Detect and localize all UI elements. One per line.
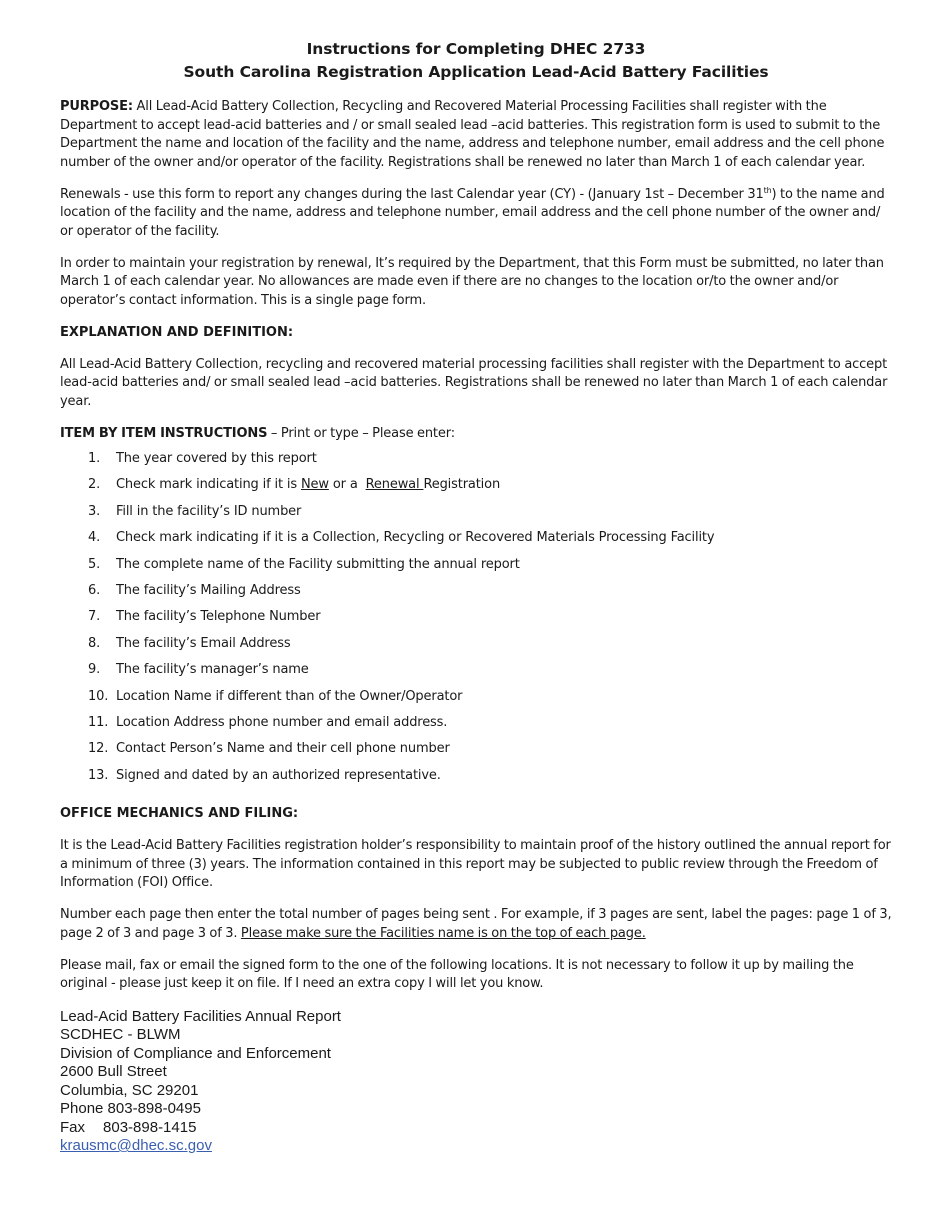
list-item <box>60 635 892 661</box>
purpose-text: All Lead-Acid Battery Collection, Recycling and Recovered Material Processing Facilities shall register with the Department to accept lead-acid batteries and / or small sealed lead –acid batteries. This registration form is used to submit to the Department the name and location of the facility and the name, address and telephone number, email address and the cell phone number of the owner and/or operator of the facility. Registrations shall be renewed no later than March 1 of each calendar year. <box>60 99 885 170</box>
renewal-underlined: Renewal <box>365 477 424 493</box>
list-item-text: Contact Person’s Name and their cell phone number <box>116 741 450 757</box>
item-instructions-intro <box>60 425 892 444</box>
email-link[interactable]: krausmc@dhec.sc.gov <box>60 1137 212 1155</box>
list-item-text: Location Address phone number and email address. <box>116 714 448 730</box>
list-item <box>60 556 892 582</box>
list-item-text: Location Name if different than of the Owner/Operator <box>116 688 463 704</box>
explanation-heading: EXPLANATION AND DEFINITION: <box>60 324 294 340</box>
title-line-1: Instructions for Completing DHEC 2733 <box>306 40 646 58</box>
facilities-name-note: Please make sure the Facilities name is on the top of each page. <box>240 925 646 941</box>
list-item-number: 10. <box>88 688 109 704</box>
list-item-number: 1. <box>88 451 101 466</box>
list-item-text: The facility’s Email Address <box>116 635 291 651</box>
list-item-number: 2. <box>88 477 101 493</box>
instructions-list <box>60 450 892 793</box>
address-line-1: Lead-Acid Battery Facilities Annual Report <box>60 1007 341 1025</box>
list-item <box>60 503 892 529</box>
renewals-text-2: ) to the name and location of the facility and the name, address and telephone number, email address and the cell phone number of the owner and/ or operator of the facility. <box>60 186 885 239</box>
list-item-number: 11. <box>88 714 109 730</box>
phone-line: Phone 803-898-0495 <box>60 1100 201 1118</box>
purpose-label: PURPOSE: <box>60 99 133 114</box>
item-instructions-label: ITEM BY ITEM INSTRUCTIONS <box>60 425 268 441</box>
document-page <box>60 38 892 1156</box>
office-paragraph-3: Please mail, fax or email the signed form to the one of the following locations. It is not necessary to follow it up by mailing the original - please just keep it on file. If I need an extra copy I will let you know. <box>60 957 854 992</box>
list-item <box>60 688 892 714</box>
explanation-paragraph: All Lead-Acid Battery Collection, recycling and recovered material processing facilities shall register with the Department to accept lead-acid batteries and/ or small sealed lead –acid batteries. Registrations shall be renewed no later than March 1 of each calendar year. <box>60 356 888 409</box>
address-line-2: SCDHEC - BLWM <box>60 1026 181 1044</box>
list-item <box>60 476 892 502</box>
list-item <box>60 608 892 634</box>
renewals-paragraph <box>60 186 892 242</box>
item-instructions-text: – Print or type – Please enter: <box>267 425 455 441</box>
list-item-number: 3. <box>88 503 101 519</box>
list-item <box>60 767 892 793</box>
list-item <box>60 740 892 766</box>
list-item-text-post: Registration <box>423 477 501 493</box>
list-item-text: The year covered by this report <box>116 451 317 466</box>
renewals-text-1: Renewals - use this form to report any changes during the last Calendar year (CY) - (January 1st – December 31 <box>60 186 764 202</box>
list-item-text: Fill in the facility’s ID number <box>116 503 302 519</box>
list-item-text <box>116 476 500 502</box>
list-item-number: 7. <box>88 609 101 625</box>
list-item-text: The facility’s manager’s name <box>116 662 309 678</box>
list-item-text: Signed and dated by an authorized representative. <box>116 767 441 783</box>
list-item <box>60 529 892 555</box>
address-line-3: Division of Compliance and Enforcement <box>60 1044 331 1062</box>
fax-line <box>60 1119 892 1138</box>
list-item <box>60 582 892 608</box>
list-item-number: 8. <box>88 635 101 651</box>
list-item-number: 9. <box>88 662 101 678</box>
list-item <box>60 661 892 687</box>
mailing-address-block <box>60 1008 892 1156</box>
list-item-text-pre: Check mark indicating if it is <box>116 477 301 493</box>
list-item-number: 12. <box>88 741 109 757</box>
list-item-text: Check mark indicating if it is a Collection, Recycling or Recovered Materials Processing Facility <box>116 530 715 546</box>
renewals-superscript: th <box>763 185 772 195</box>
list-item-number: 13. <box>88 767 109 783</box>
office-paragraph-1: It is the Lead-Acid Battery Facilities registration holder’s responsibility to maintain proof of the history outlined the annual report for a minimum of three (3) years. The information contained in this report may be subjected to public review through the Freedom of Information (FOI) Office. <box>60 838 891 891</box>
title-line-2: South Carolina Registration Application Lead-Acid Battery Facilities <box>183 63 769 81</box>
address-line-5: Columbia, SC 29201 <box>60 1081 199 1099</box>
list-item-number: 6. <box>88 582 101 598</box>
list-item <box>60 714 892 740</box>
maintain-paragraph: In order to maintain your registration by renewal, It’s required by the Department, that this Form must be submitted, no later than March 1 of each calendar year. No allowances are made even if there are no changes to the location or/to the owner and/or operator’s contact information. This is a single page form. <box>60 255 884 308</box>
purpose-paragraph <box>60 98 892 172</box>
list-item-number: 5. <box>88 556 101 572</box>
list-item-text: The complete name of the Facility submitting the annual report <box>116 556 520 572</box>
list-item-number: 4. <box>88 530 101 546</box>
list-item-text: The facility’s Mailing Address <box>116 582 301 598</box>
fax-number: 803-898-1415 <box>103 1118 197 1136</box>
list-item-text-mid: or a <box>328 477 366 493</box>
fax-label: Fax <box>60 1118 86 1136</box>
list-item <box>60 450 892 476</box>
office-heading: OFFICE MECHANICS AND FILING: <box>60 806 299 822</box>
list-item-text: The facility’s Telephone Number <box>116 609 321 625</box>
new-underlined: New <box>300 477 329 493</box>
office-paragraph-2 <box>60 906 892 943</box>
office-paragraph-2-text: Number each page then enter the total number of pages being sent . For example, if 3 pages are sent, label the pages: page 1 of 3, page 2 of 3 and page 3 of 3. <box>60 907 892 941</box>
address-line-4: 2600 Bull Street <box>60 1063 167 1081</box>
document-title <box>60 38 892 84</box>
